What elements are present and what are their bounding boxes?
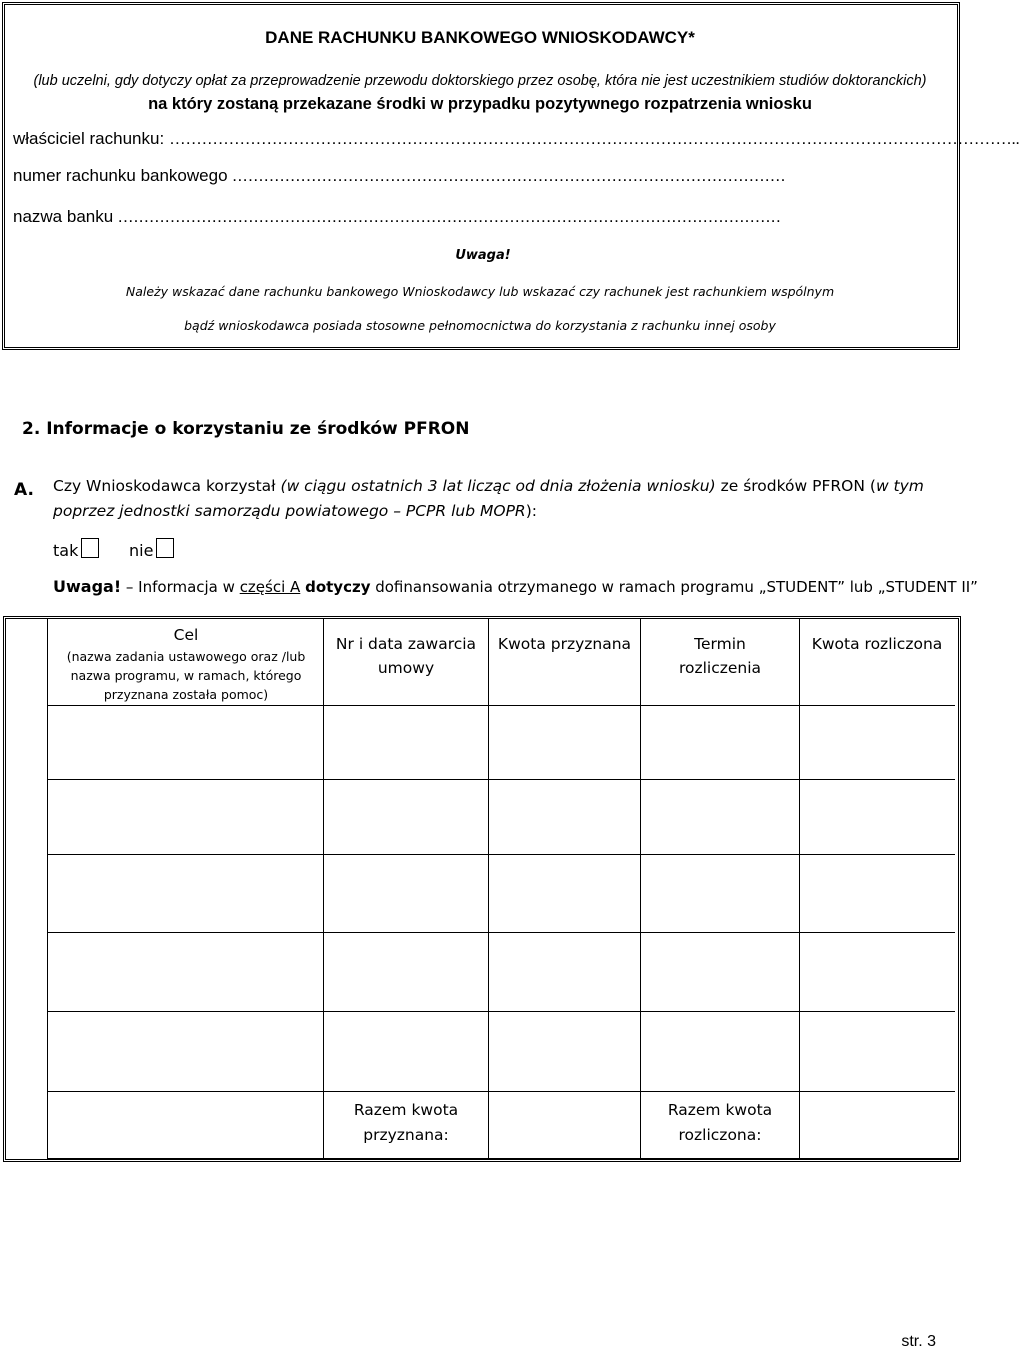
bank-section-note: (lub uczelni, gdy dotyczy opłat za przeprowadzenie przewodu doktorskiego przez osobę, która nie jest uczestnikiem studiów doktoranckich) [33, 73, 927, 89]
table-row-line [47, 1091, 955, 1092]
table-col-line [640, 619, 641, 1159]
bank-name-label: nazwa banku [13, 207, 118, 226]
owner-dots: ………………………………………………………………………………………………………………………………………….. [168, 129, 1019, 148]
account-number-field[interactable] [13, 166, 786, 186]
option-no[interactable] [129, 538, 174, 560]
total-granted-label: Razem kwota przyznana: [353, 1101, 459, 1144]
bank-name-field[interactable] [13, 207, 781, 227]
option-no-label: nie [129, 541, 154, 560]
header-cel [52, 623, 320, 704]
header-contract: Nr i data zawarcia umowy [335, 635, 477, 677]
table-row-line [47, 705, 955, 706]
table-col-line [323, 619, 324, 1159]
table-bottom-line [47, 1158, 958, 1160]
table-row-line [47, 779, 955, 780]
bank-warning-line-1: Należy wskazać dane rachunku bankowego Wnioskodawcy lub wskazać czy rachunek jest rachunkiem wspólnym [125, 284, 835, 299]
bank-warning-title: Uwaga! [455, 248, 511, 263]
header-cel-title: Cel [173, 626, 199, 644]
account-number-dots: ......................................................................................................... [232, 166, 786, 185]
owner-field[interactable] [13, 129, 1019, 149]
account-number-label: numer rachunku bankowego [13, 166, 233, 185]
table-col-line [47, 619, 48, 1159]
option-yes[interactable] [53, 538, 99, 560]
header-granted-amount: Kwota przyznana [497, 635, 632, 653]
option-yes-label: tak [53, 541, 79, 560]
header-cel-description: (nazwa zadania ustawowego oraz /lub nazwa programu, w ramach, którego przyznana została pomoc) [66, 649, 306, 702]
bank-warning-line-2: bądź wnioskodawca posiada stosowne pełnomocnictwa do korzystania z rachunku innej osoby [184, 318, 776, 333]
header-settlement-date: Termin rozliczenia [678, 635, 762, 677]
bank-section-subtitle: na który zostaną przekazane środki w przypadku pozytywnego rozpatrzenia wniosku [148, 95, 812, 113]
part-a-question: Czy Wnioskodawca korzystał (w ciągu ostatnich 3 lat licząc od dnia złożenia wniosku) ze środków PFRON (w tym poprzez jednostki samorządu powiatowego – PCPR lub MOPR): [53, 477, 924, 520]
header-settled-amount: Kwota rozliczona [811, 635, 943, 653]
owner-label: właściciel rachunku: [13, 129, 169, 148]
total-settled-label: Razem kwota rozliczona: [667, 1101, 773, 1144]
table-col-line [799, 619, 800, 1159]
yes-checkbox[interactable] [81, 538, 99, 558]
part-a-letter: A. [14, 480, 34, 500]
table-row-line [47, 854, 955, 855]
section-2-heading: 2. Informacje o korzystaniu ze środków PFRON [22, 419, 470, 439]
part-a-note: Uwaga! – Informacja w części A dotyczy dofinansowania otrzymanego w ramach programu „STUDENT” lub „STUDENT II” [53, 577, 978, 596]
table-row-line [47, 1011, 955, 1012]
no-checkbox[interactable] [156, 538, 174, 558]
table-row-line [47, 932, 955, 933]
table-col-line [488, 619, 489, 1159]
bank-name-dots: ............................................................................................................................... [117, 207, 782, 226]
page-number: str. 3 [901, 1333, 936, 1350]
bank-section-title: DANE RACHUNKU BANKOWEGO WNIOSKODAWCY* [265, 28, 695, 47]
